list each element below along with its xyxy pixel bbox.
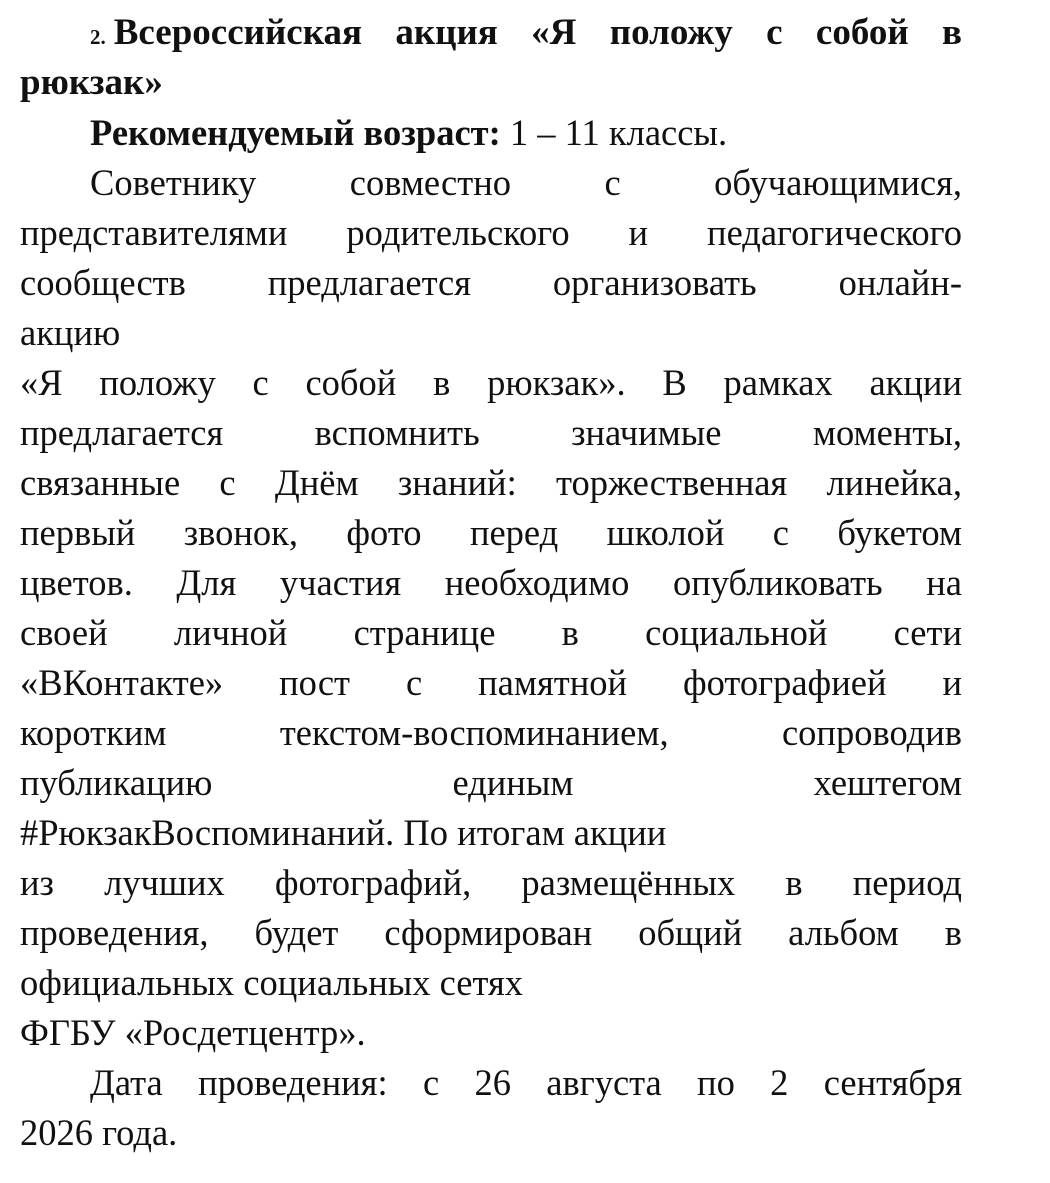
section-heading <box>20 8 962 58</box>
document-page <box>20 8 962 1158</box>
body-line-18: ФГБУ «Росдетцентр». <box>20 1012 366 1053</box>
body-line-10: своей личной странице в социальной сети <box>20 612 962 653</box>
event-date-line-2: 2026 года. <box>20 1112 178 1153</box>
recommended-age-value: 1 – 11 классы. <box>500 112 728 153</box>
section-title-line-2: рюкзак» <box>20 62 163 103</box>
body-line-3: сообществ предлагается организовать онлайн- <box>20 262 962 303</box>
body-line-11: «ВКонтакте» пост с памятной фотографией и <box>20 662 962 703</box>
body-line-2: представителями родительского и педагогического <box>20 212 962 253</box>
body-line-9: цветов. Для участия необходимо опубликовать на <box>20 562 962 603</box>
recommended-age <box>20 108 962 158</box>
body-line-7: связанные с Днём знаний: торжественная линейка, <box>20 462 962 503</box>
section-number: 2. <box>90 25 106 49</box>
body-line-4: акцию <box>20 312 121 353</box>
section-title-line-1: Всероссийская акция «Я положу с собой в <box>113 12 962 53</box>
recommended-age-label: Рекомендуемый возраст: <box>90 112 501 153</box>
body-line-5: «Я положу с собой в рюкзак». В рамках акции <box>20 362 962 403</box>
body-line-15: из лучших фотографий, размещённых в период <box>20 862 962 903</box>
body-line-13: публикацию единым хештегом <box>20 762 962 803</box>
body-line-8: первый звонок, фото перед школой с букетом <box>20 512 962 553</box>
event-date-line-1: Дата проведения: с 26 августа по 2 сентября <box>90 1062 962 1103</box>
body-line-17: официальных социальных сетях <box>20 962 523 1003</box>
body-line-6: предлагается вспомнить значимые моменты, <box>20 412 962 453</box>
body-line-12: коротким текстом-воспоминанием, сопроводив <box>20 712 962 753</box>
body-line-14: #РюкзакВоспоминаний. По итогам акции <box>20 812 667 853</box>
body-line-1: Советнику совместно с обучающимися, <box>90 162 962 203</box>
body-line-16: проведения, будет сформирован общий альбом в <box>20 912 962 953</box>
